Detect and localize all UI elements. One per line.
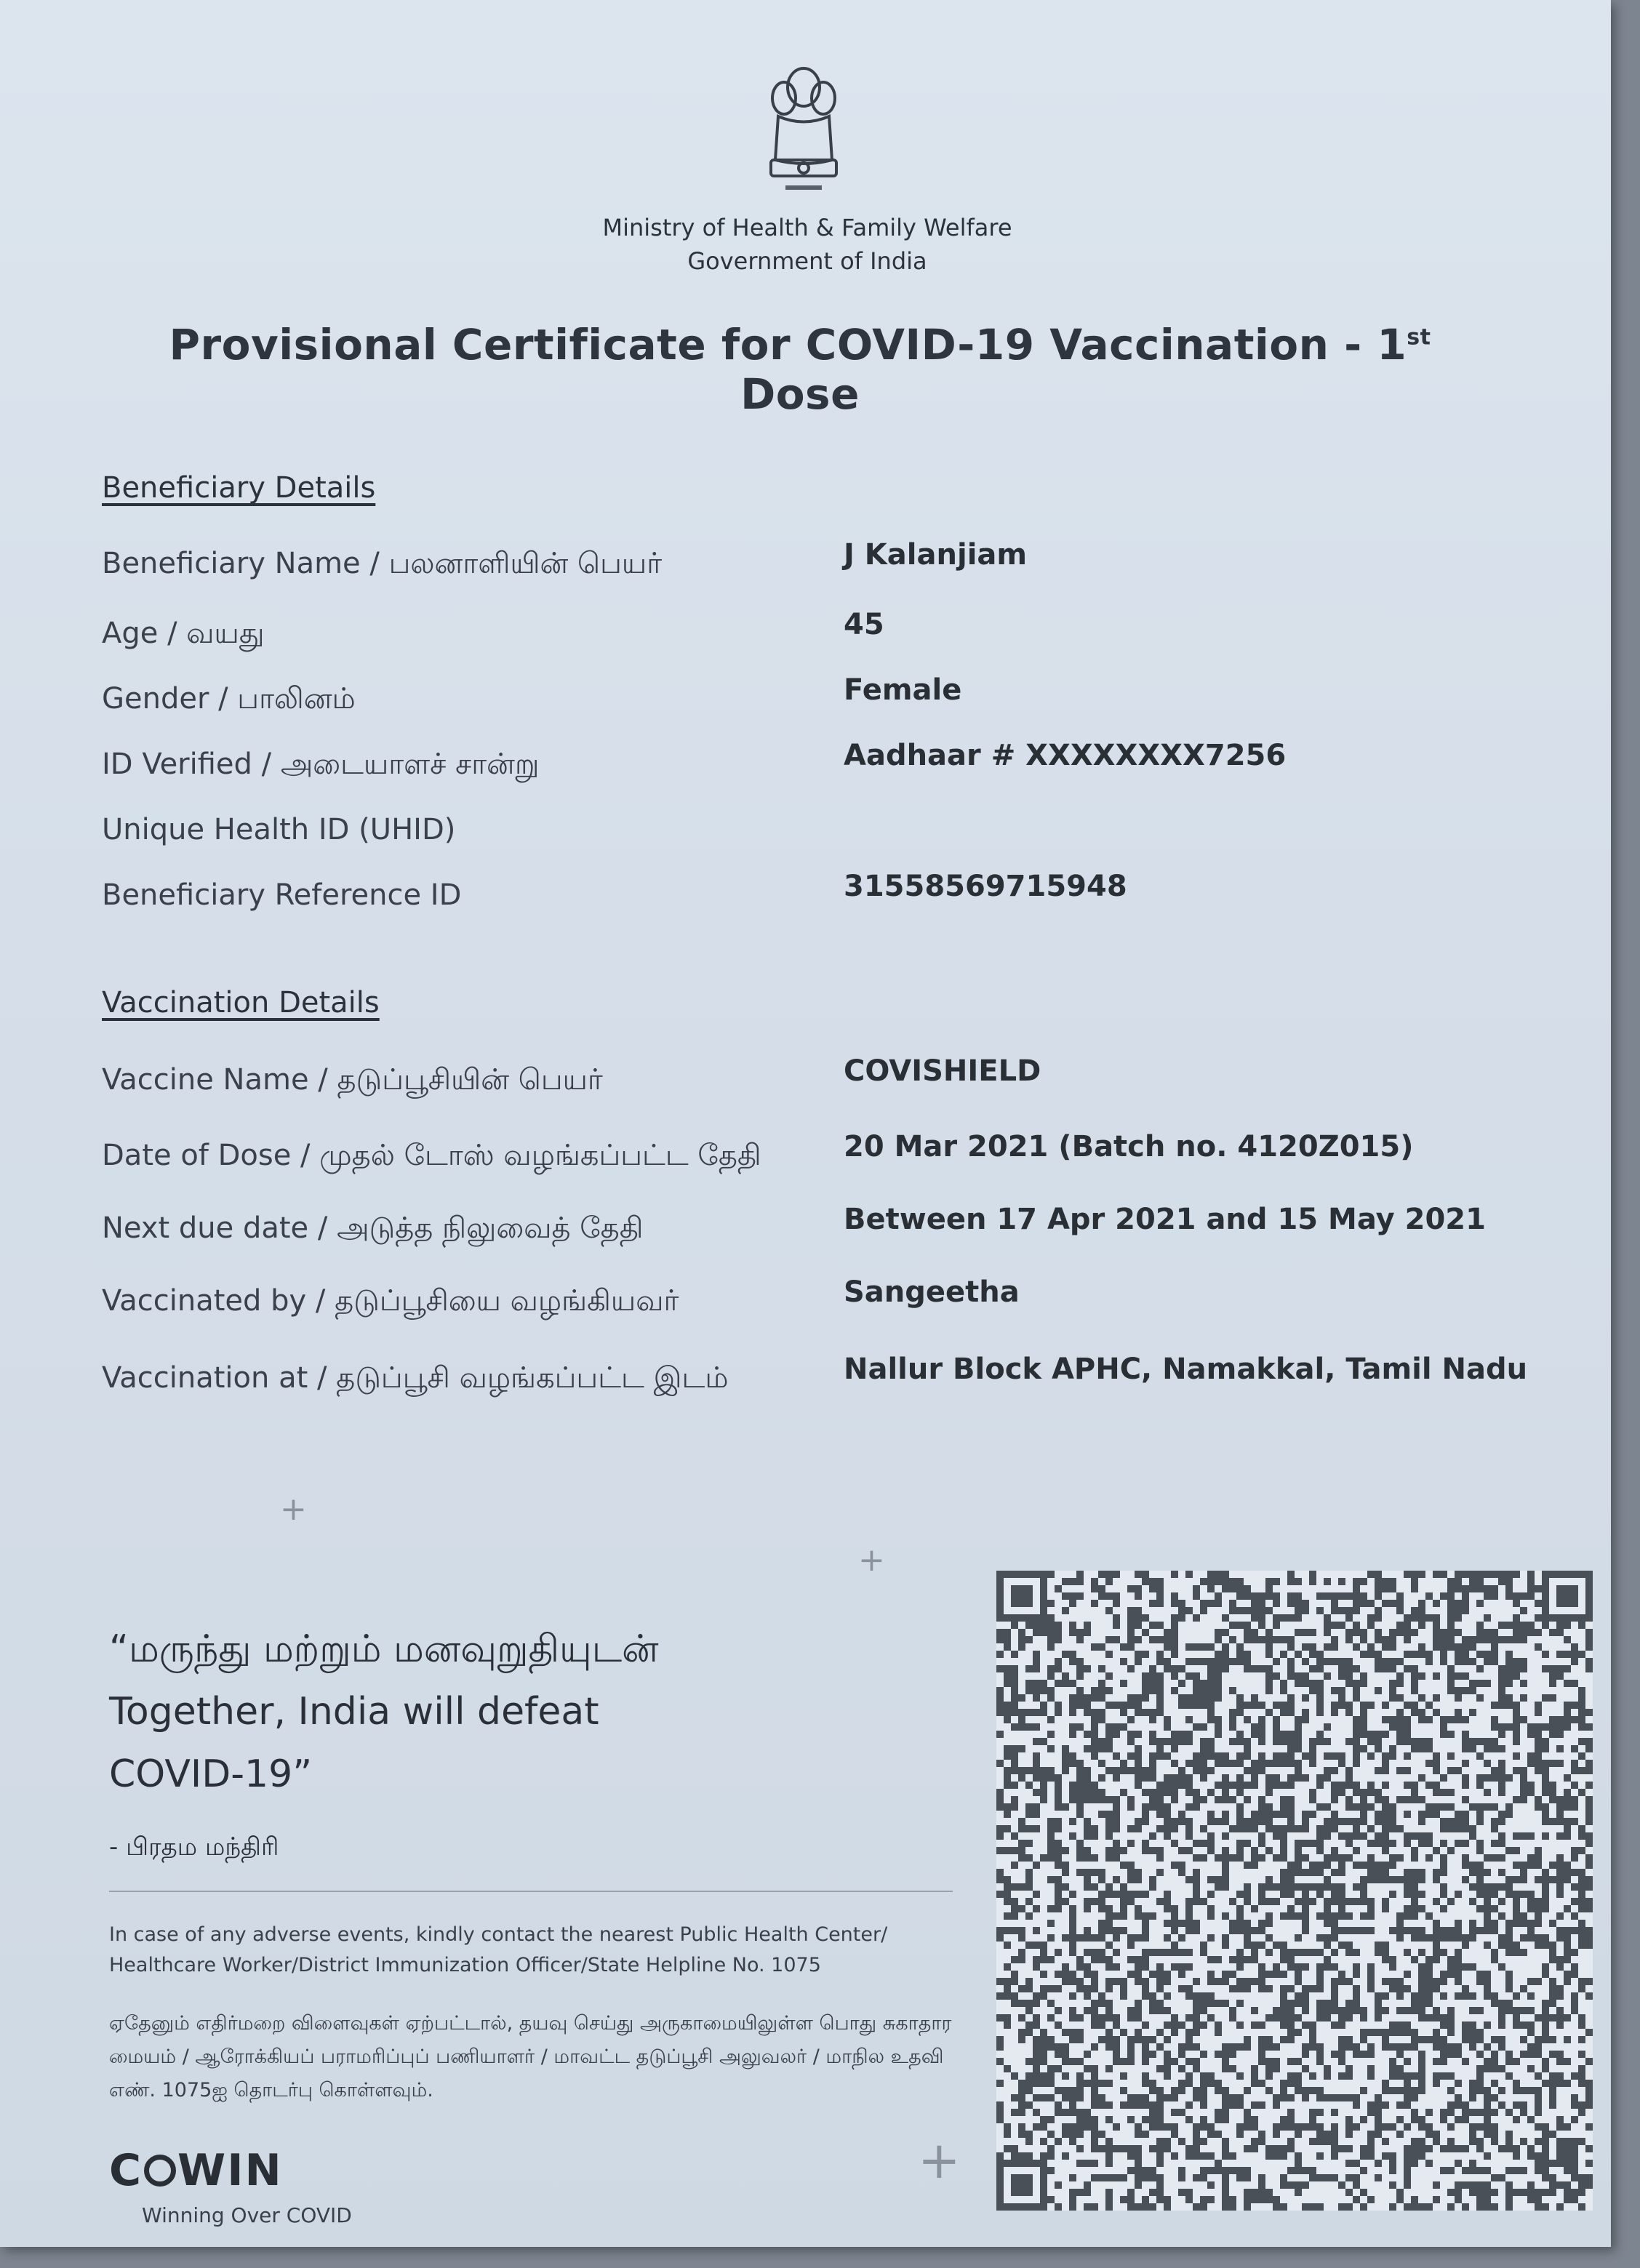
state-emblem-icon [756, 58, 851, 204]
row-label: Vaccinated by / தடுப்பூசியை வழங்கியவர் [102, 1284, 679, 1318]
row-value: Aadhaar # XXXXXXXX7256 [844, 739, 1287, 772]
pm-quote [109, 1618, 836, 1806]
gender-row [102, 673, 1556, 733]
cowin-logo: C WIN [109, 2145, 283, 2196]
row-value: Female [844, 673, 962, 707]
row-value: Sangeetha [844, 1275, 1020, 1309]
row-label: Vaccination at / தடுப்பூசி வழங்கப்பட்ட இடம் [102, 1361, 729, 1395]
row-label: Next due date / அடுத்த நிலுவைத் தேதி [102, 1211, 644, 1245]
row-value: COVISHIELD [844, 1054, 1041, 1088]
row-value: 20 Mar 2021 (Batch no. 4120Z015) [844, 1130, 1414, 1163]
qr-code-icon [996, 1571, 1593, 2211]
plus-mark-icon: + [858, 1542, 885, 1579]
date-of-dose-row [102, 1130, 1556, 1190]
id-verified-row [102, 739, 1556, 798]
quote-line: “மருந்து மற்றும் மனவுறுதியுடன் [109, 1627, 659, 1671]
reference-id-row [102, 870, 1556, 929]
row-value: 45 [844, 608, 884, 641]
row-value: Nallur Block APHC, Namakkal, Tamil Nadu [844, 1353, 1528, 1386]
row-value: 31558569715948 [844, 870, 1127, 903]
quote-line: Together, India will defeat [109, 1690, 599, 1734]
divider [109, 1891, 953, 1892]
row-label: Beneficiary Reference ID [102, 878, 462, 912]
vaccine-name-row [102, 1054, 1556, 1114]
vaccination-at-row [102, 1353, 1556, 1412]
cowin-tagline: Winning Over COVID [142, 2203, 352, 2227]
row-label: Age / வயது [102, 617, 265, 650]
beneficiary-name-row [102, 538, 1556, 598]
row-label: Date of Dose / முதல் டோஸ் வழங்கப்பட்ட தேதி [102, 1139, 761, 1172]
ministry-name: Ministry of Health & Family Welfare [602, 214, 1012, 241]
quote-line: COVID-19” [109, 1752, 313, 1796]
syringe-circle-icon [144, 2155, 176, 2187]
ministry-heading [509, 211, 1105, 278]
row-label: Vaccine Name / தடுப்பூசியின் பெயர் [102, 1063, 603, 1097]
row-label: Unique Health ID (UHID) [102, 813, 456, 846]
adverse-events-notice-tamil: ஏதேனும் எதிர்மறை விளைவுகள் ஏற்பட்டால், தயவு செய்து அருகாமையிலுள்ள பொது சுகாதார மையம் / ஆரோக்கியப் பராமரிப்புப் பணியாளர் / மாவட்ட தடுப்பூசி அலுவலர் / மாநில உதவி எண். 1075ஐ தொடர்பு கொள்ளவும். [109, 2012, 952, 2101]
vaccination-details-heading: Vaccination Details [102, 986, 380, 1019]
adverse-events-notice: In case of any adverse events, kindly contact the nearest Public Health Center/ Healthcare Worker/District Immunization Officer/State Helpline No. 1075 [109, 1923, 888, 1976]
row-label: ID Verified / அடையாளச் சான்று [102, 748, 540, 781]
row-label: Gender / பாலினம் [102, 682, 356, 716]
vaccinated-by-row [102, 1275, 1556, 1335]
row-label: Beneficiary Name / பலனாளியின் பெயர் [102, 547, 663, 580]
row-value: J Kalanjiam [844, 538, 1028, 572]
plus-mark-icon: + [280, 1491, 307, 1528]
age-row [102, 608, 1556, 668]
certificate-title: Provisional Certificate for COVID-19 Vaccination - 1st Dose [169, 320, 1431, 419]
government-name: Government of India [687, 247, 927, 275]
quote-attribution: - பிரதம மந்திரி [109, 1832, 279, 1862]
uhid-row [102, 813, 1556, 864]
row-value: Between 17 Apr 2021 and 15 May 2021 [844, 1203, 1486, 1236]
beneficiary-details-heading: Beneficiary Details [102, 471, 376, 505]
plus-mark-icon: + [918, 2131, 961, 2190]
next-due-date-row [102, 1203, 1556, 1262]
